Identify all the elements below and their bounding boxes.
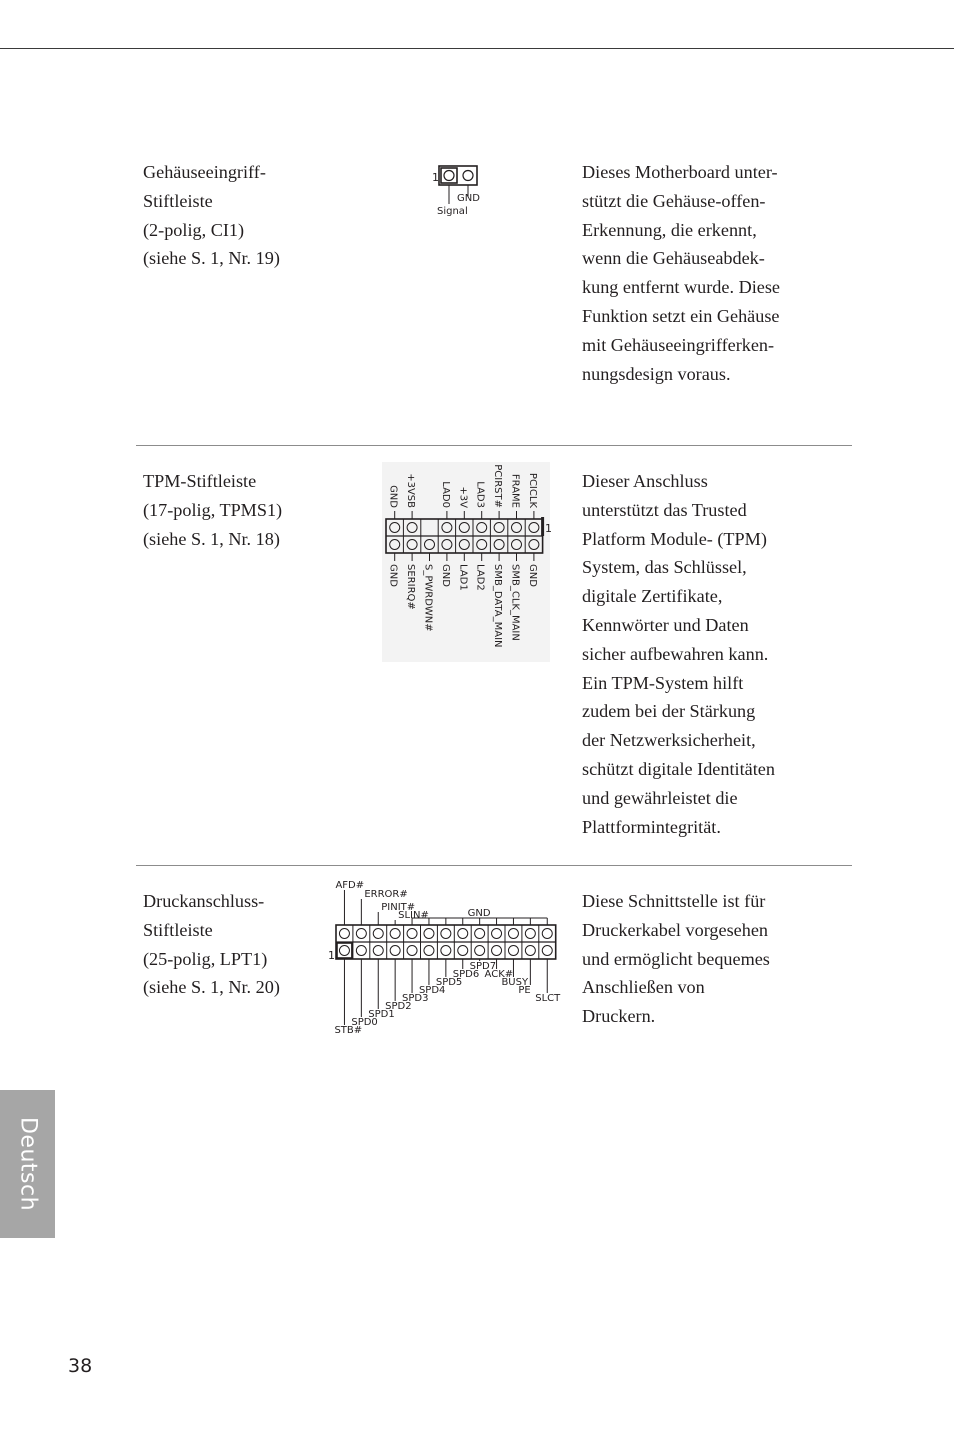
lpt-pin-bottom (356, 946, 366, 956)
ci1-pin1-label: 1 (432, 171, 439, 184)
page-number: 38 (68, 1355, 93, 1377)
lpt-bottom-label: SLCT (535, 993, 561, 1004)
lpt-pin-bottom (424, 946, 434, 956)
lpt-bottom-label: SPD0 (351, 1017, 378, 1028)
lpt-pin-top (441, 929, 451, 939)
lpt-top-label: GND (467, 908, 491, 919)
lpt-pin-top (356, 929, 366, 939)
lpt-pin-top (424, 929, 434, 939)
lpt-top-label: AFD# (335, 880, 365, 891)
lpt-pin-top (492, 929, 502, 939)
lpt-bottom-label: SPD4 (418, 985, 446, 996)
tpm-bottom-label: LAD2 (474, 564, 486, 591)
lpt-pin-top (475, 929, 485, 939)
tpm-top-label: GND (387, 485, 399, 508)
lpt-pin-top (458, 929, 468, 939)
section-divider-2 (136, 865, 852, 866)
lpt-bottom-label: SPD7 (469, 961, 497, 972)
lpt-pin-bottom (542, 946, 552, 956)
lpt-pin-top (525, 929, 535, 939)
tpms1-pin-diagram (382, 462, 550, 662)
lpt-pin-bottom (441, 946, 451, 956)
tpm-bottom-label: SMB_DATA_MAIN (492, 564, 504, 648)
ci1-signal-label: Signal (437, 206, 468, 217)
section-divider-1 (136, 445, 852, 446)
lpt-bottom-label: SPD1 (368, 1009, 395, 1020)
tpm-bottom-label: S_PWRDWN# (422, 564, 434, 632)
ci1-pin-diagram (430, 164, 490, 220)
lpt-pin-bottom (492, 946, 502, 956)
tpm-bottom-label: SMB_CLK_MAIN (509, 564, 521, 641)
ci1-title: Gehäuseeingriff- Stiftleiste (2-polig, CI1) (siehe S. 1, Nr. 19) (143, 162, 280, 269)
ci1-description: Dieses Motherboard unter- stützt die Gehäuse-offen- Erkennung, die erkennt, wenn die Gehäuseabdek- kung entfernt wurde. Diese Funktion setzt ein Gehäuse mit Gehäuseeingrifferken- nungsdesign voraus. (582, 162, 780, 384)
tpms1-pin1-label: 1 (545, 522, 552, 535)
lpt-pin-top (390, 929, 400, 939)
lpt-pin-top (339, 929, 349, 939)
tpm-bottom-label: GND (526, 564, 538, 587)
tpm-top-label: PCIRST# (492, 464, 504, 508)
lpt-bottom-label: SPD6 (452, 969, 480, 980)
tpm-bottom-label: SERIRQ# (405, 564, 417, 610)
lpt1-description: Diese Schnittstelle ist für Druckerkabel vorgesehen und ermöglicht bequemes Anschließen von Druckern. (582, 891, 770, 1027)
tpm-top-label: LAD3 (474, 481, 486, 508)
tpm-bottom-label: LAD1 (457, 564, 469, 591)
lpt-pin-bottom (390, 946, 400, 956)
lpt-bottom-label: BUSY (501, 977, 529, 988)
tpm-bottom-label: GND (387, 564, 399, 587)
lpt1-pin1-label: 1 (328, 949, 335, 962)
lpt-bottom-label: ACK# (484, 969, 514, 980)
lpt-pin-top (407, 929, 417, 939)
lpt-bottom-label: PE (518, 985, 531, 996)
tpm-top-label: FRAME (509, 473, 521, 508)
lpt-top-label: SLIN# (398, 910, 429, 921)
language-tab-label: Deutsch (15, 1116, 40, 1212)
lpt-pin-bottom (373, 946, 383, 956)
lpt-pin-bottom (525, 946, 535, 956)
lpt-pin-bottom (339, 946, 349, 956)
tpms1-title: TPM-Stiftleiste (17-polig, TPMS1) (siehe S. 1, Nr. 18) (143, 471, 283, 549)
header-rule (0, 48, 954, 49)
ci1-gnd-label: GND (457, 193, 480, 204)
lpt1-pin-diagram (328, 878, 562, 1042)
tpm-top-label: LAD0 (439, 481, 451, 508)
lpt-top-label: PINIT# (381, 902, 416, 913)
tpm-top-label: +3V (457, 486, 469, 508)
lpt-pin-bottom (458, 946, 468, 956)
lpt-bottom-label: SPD5 (435, 977, 463, 988)
lpt-pin-bottom (508, 946, 518, 956)
lpt1-title: Druckanschluss- Stiftleiste (25-polig, LPT1) (siehe S. 1, Nr. 20) (143, 891, 280, 998)
language-tab (0, 1090, 55, 1238)
lpt-pin-bottom (475, 946, 485, 956)
lpt-pin-top (508, 929, 518, 939)
tpms1-description: Dieser Anschluss unterstützt das Trusted Platform Module- (TPM) System, das Schlüssel, digitale Zertifikate, Kennwörter und Daten sicher aufbewahren kann. Ein TPM-System hilft zudem bei der Stärkung der Netzwerksicherheit, schützt digitale Identitäten und gewährleistet die Plattformintegrität. (582, 471, 775, 837)
lpt-bottom-label: SPD2 (385, 1001, 412, 1012)
lpt-bottom-label: STB# (334, 1025, 363, 1036)
tpm-bottom-label: GND (439, 564, 451, 587)
lpt-top-label: ERROR# (364, 889, 408, 900)
lpt-pin-bottom (407, 946, 417, 956)
tpm-top-label: PCICLK (526, 472, 538, 508)
lpt-pin-top (542, 929, 552, 939)
tpm-top-label: +3VSB (405, 473, 417, 508)
lpt-pin-top (373, 929, 383, 939)
lpt-bottom-label: SPD3 (402, 993, 429, 1004)
